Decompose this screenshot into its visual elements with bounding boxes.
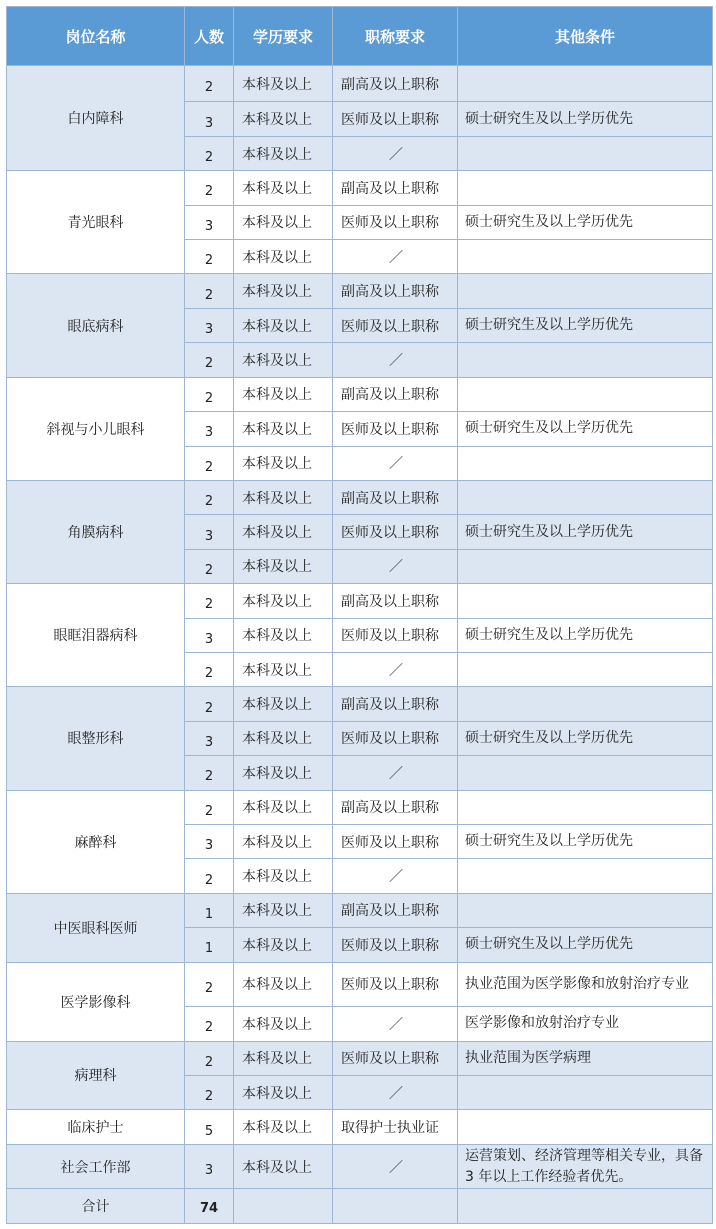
title-cell: 医师及以上职称	[333, 1041, 458, 1075]
header-education: 学历要求	[234, 7, 333, 66]
other-cell	[458, 171, 713, 205]
count-cell: 3	[185, 1144, 234, 1189]
position-name-cell: 眼眶泪器病科	[7, 584, 185, 687]
education-cell: 本科及以上	[234, 240, 333, 274]
title-cell: 副高及以上职称	[333, 584, 458, 618]
title-cell: 副高及以上职称	[333, 171, 458, 205]
position-name-cell: 角膜病科	[7, 480, 185, 583]
count-cell: 3	[185, 308, 234, 342]
count-cell: 2	[185, 240, 234, 274]
other-cell	[458, 584, 713, 618]
education-cell: 本科及以上	[234, 756, 333, 790]
education-cell: 本科及以上	[234, 205, 333, 239]
recruitment-table	[6, 6, 713, 1224]
title-cell: 医师及以上职称	[333, 515, 458, 549]
other-cell: 硕士研究生及以上学历优先	[458, 308, 713, 342]
other-cell: 医学影像和放射治疗专业	[458, 1007, 713, 1041]
count-cell: 3	[185, 515, 234, 549]
title-cell: 医师及以上职称	[333, 928, 458, 962]
title-cell: 取得护士执业证	[333, 1110, 458, 1144]
other-cell: 硕士研究生及以上学历优先	[458, 515, 713, 549]
count-cell: 2	[185, 756, 234, 790]
other-cell: 硕士研究生及以上学历优先	[458, 412, 713, 446]
table-row	[7, 1144, 713, 1189]
education-cell: 本科及以上	[234, 584, 333, 618]
education-cell: 本科及以上	[234, 652, 333, 686]
education-cell: 本科及以上	[234, 549, 333, 583]
count-cell: 2	[185, 343, 234, 377]
position-name-cell: 医学影像科	[7, 962, 185, 1041]
education-cell: 本科及以上	[234, 1007, 333, 1041]
count-cell: 2	[185, 962, 234, 1007]
total-count-cell: 74	[185, 1189, 234, 1224]
other-cell: 硕士研究生及以上学历优先	[458, 618, 713, 652]
count-cell: 2	[185, 859, 234, 893]
total-empty-cell	[458, 1189, 713, 1224]
header-title: 职称要求	[333, 7, 458, 66]
other-cell: 硕士研究生及以上学历优先	[458, 824, 713, 858]
title-cell: ／	[333, 343, 458, 377]
other-cell	[458, 377, 713, 411]
other-cell	[458, 687, 713, 721]
position-name-cell: 麻醉科	[7, 790, 185, 893]
title-cell: 医师及以上职称	[333, 962, 458, 1007]
title-cell: 副高及以上职称	[333, 893, 458, 927]
count-cell: 5	[185, 1110, 234, 1144]
other-cell	[458, 893, 713, 927]
table-body	[7, 66, 713, 1224]
position-name-cell: 病理科	[7, 1041, 185, 1110]
count-cell: 2	[185, 66, 234, 102]
education-cell: 本科及以上	[234, 66, 333, 102]
education-cell: 本科及以上	[234, 790, 333, 824]
other-cell	[458, 652, 713, 686]
count-cell: 2	[185, 136, 234, 170]
education-cell: 本科及以上	[234, 1041, 333, 1075]
other-cell	[458, 1075, 713, 1109]
education-cell: 本科及以上	[234, 102, 333, 136]
education-cell: 本科及以上	[234, 721, 333, 755]
other-cell: 运营策划、经济管理等相关专业，具备 3 年以上工作经验者优先。	[458, 1144, 713, 1189]
other-cell	[458, 790, 713, 824]
other-cell	[458, 859, 713, 893]
header-other: 其他条件	[458, 7, 713, 66]
other-cell	[458, 756, 713, 790]
table-row	[7, 171, 713, 205]
total-empty-cell	[333, 1189, 458, 1224]
title-cell: 医师及以上职称	[333, 824, 458, 858]
other-cell: 执业范围为医学影像和放射治疗专业	[458, 962, 713, 1007]
other-cell	[458, 136, 713, 170]
education-cell: 本科及以上	[234, 308, 333, 342]
education-cell: 本科及以上	[234, 171, 333, 205]
education-cell: 本科及以上	[234, 515, 333, 549]
header-row	[7, 7, 713, 66]
education-cell: 本科及以上	[234, 962, 333, 1007]
count-cell: 3	[185, 824, 234, 858]
title-cell: 医师及以上职称	[333, 102, 458, 136]
title-cell: 医师及以上职称	[333, 412, 458, 446]
count-cell: 2	[185, 171, 234, 205]
other-cell	[458, 240, 713, 274]
title-cell: ／	[333, 1144, 458, 1189]
education-cell: 本科及以上	[234, 1075, 333, 1109]
title-cell: 医师及以上职称	[333, 205, 458, 239]
other-cell	[458, 274, 713, 308]
count-cell: 2	[185, 584, 234, 618]
count-cell: 3	[185, 102, 234, 136]
table-row	[7, 584, 713, 618]
position-name-cell: 眼底病科	[7, 274, 185, 377]
count-cell: 2	[185, 446, 234, 480]
count-cell: 2	[185, 377, 234, 411]
title-cell: ／	[333, 549, 458, 583]
count-cell: 2	[185, 274, 234, 308]
other-cell: 执业范围为医学病理	[458, 1041, 713, 1075]
table-row	[7, 274, 713, 308]
table-row	[7, 480, 713, 514]
count-cell: 1	[185, 893, 234, 927]
education-cell: 本科及以上	[234, 136, 333, 170]
table-row	[7, 66, 713, 102]
education-cell: 本科及以上	[234, 446, 333, 480]
education-cell: 本科及以上	[234, 274, 333, 308]
education-cell: 本科及以上	[234, 859, 333, 893]
title-cell: 副高及以上职称	[333, 377, 458, 411]
title-cell: ／	[333, 446, 458, 480]
title-cell: 医师及以上职称	[333, 308, 458, 342]
count-cell: 3	[185, 721, 234, 755]
table-row	[7, 687, 713, 721]
count-cell: 3	[185, 412, 234, 446]
education-cell: 本科及以上	[234, 412, 333, 446]
table-row	[7, 377, 713, 411]
table-row	[7, 1041, 713, 1075]
other-cell: 硕士研究生及以上学历优先	[458, 102, 713, 136]
education-cell: 本科及以上	[234, 687, 333, 721]
table-row	[7, 893, 713, 927]
education-cell: 本科及以上	[234, 824, 333, 858]
total-label-cell: 合计	[7, 1189, 185, 1224]
position-name-cell: 中医眼科医师	[7, 893, 185, 962]
education-cell: 本科及以上	[234, 928, 333, 962]
other-cell	[458, 549, 713, 583]
position-name-cell: 眼整形科	[7, 687, 185, 790]
title-cell: ／	[333, 756, 458, 790]
title-cell: ／	[333, 1007, 458, 1041]
table-row	[7, 1110, 713, 1144]
count-cell: 2	[185, 790, 234, 824]
education-cell: 本科及以上	[234, 480, 333, 514]
title-cell: 副高及以上职称	[333, 274, 458, 308]
count-cell: 3	[185, 618, 234, 652]
table-row	[7, 790, 713, 824]
title-cell: 副高及以上职称	[333, 66, 458, 102]
total-row	[7, 1189, 713, 1224]
title-cell: ／	[333, 652, 458, 686]
header-count: 人数	[185, 7, 234, 66]
count-cell: 2	[185, 652, 234, 686]
position-name-cell: 临床护士	[7, 1110, 185, 1144]
count-cell: 2	[185, 1075, 234, 1109]
count-cell: 2	[185, 480, 234, 514]
count-cell: 2	[185, 1007, 234, 1041]
title-cell: ／	[333, 859, 458, 893]
count-cell: 2	[185, 549, 234, 583]
table-row	[7, 962, 713, 1007]
other-cell	[458, 343, 713, 377]
position-name-cell: 白内障科	[7, 66, 185, 171]
other-cell	[458, 480, 713, 514]
title-cell: ／	[333, 136, 458, 170]
title-cell: 副高及以上职称	[333, 790, 458, 824]
header-position: 岗位名称	[7, 7, 185, 66]
other-cell	[458, 446, 713, 480]
count-cell: 1	[185, 928, 234, 962]
title-cell: ／	[333, 1075, 458, 1109]
title-cell: 医师及以上职称	[333, 618, 458, 652]
other-cell	[458, 1110, 713, 1144]
title-cell: 副高及以上职称	[333, 480, 458, 514]
education-cell: 本科及以上	[234, 893, 333, 927]
total-empty-cell	[234, 1189, 333, 1224]
position-name-cell: 斜视与小儿眼科	[7, 377, 185, 480]
other-cell	[458, 66, 713, 102]
count-cell: 2	[185, 1041, 234, 1075]
position-name-cell: 青光眼科	[7, 171, 185, 274]
count-cell: 3	[185, 205, 234, 239]
education-cell: 本科及以上	[234, 1110, 333, 1144]
education-cell: 本科及以上	[234, 377, 333, 411]
title-cell: ／	[333, 240, 458, 274]
title-cell: 医师及以上职称	[333, 721, 458, 755]
title-cell: 副高及以上职称	[333, 687, 458, 721]
other-cell: 硕士研究生及以上学历优先	[458, 721, 713, 755]
education-cell: 本科及以上	[234, 1144, 333, 1189]
education-cell: 本科及以上	[234, 618, 333, 652]
position-name-cell: 社会工作部	[7, 1144, 185, 1189]
other-cell: 硕士研究生及以上学历优先	[458, 928, 713, 962]
education-cell: 本科及以上	[234, 343, 333, 377]
count-cell: 2	[185, 687, 234, 721]
other-cell: 硕士研究生及以上学历优先	[458, 205, 713, 239]
